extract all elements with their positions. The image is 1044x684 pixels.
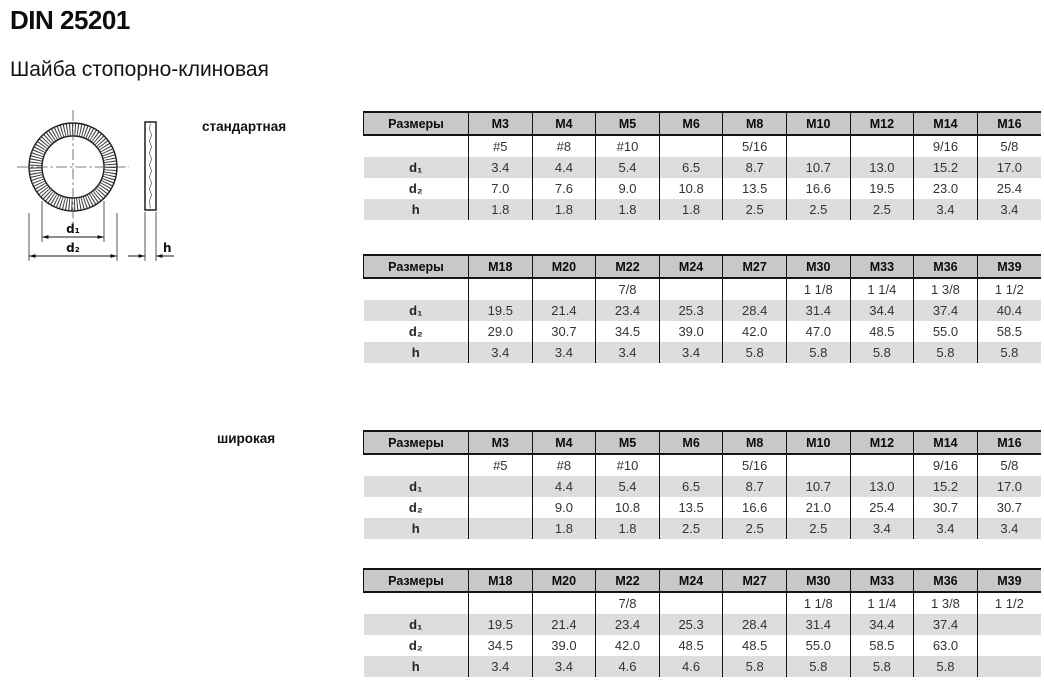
dimension-value-cell — [850, 454, 914, 476]
dimension-value-cell — [723, 592, 787, 614]
sizes-corner-header: Размеры — [364, 112, 469, 135]
size-column-header: M24 — [659, 255, 723, 278]
size-column-header: M20 — [532, 255, 596, 278]
dimension-value-cell: 21.4 — [532, 300, 596, 321]
dimension-row — [364, 278, 1042, 300]
d2-dimension-label: d₂ — [66, 241, 80, 255]
table-header-row — [364, 112, 1042, 135]
dimension-row — [364, 157, 1042, 178]
size-column-header: M14 — [914, 431, 978, 454]
dimension-value-cell: #8 — [532, 135, 596, 157]
dimension-row — [364, 300, 1042, 321]
arrowhead-icon — [29, 254, 36, 258]
size-column-header: M27 — [723, 569, 787, 592]
dimension-value-cell: 3.4 — [532, 656, 596, 677]
dimension-value-cell: 39.0 — [659, 321, 723, 342]
dimension-value-cell: 7.6 — [532, 178, 596, 199]
dimension-row-label: d₂ — [364, 321, 469, 342]
dimension-value-cell: 10.8 — [659, 178, 723, 199]
size-column-header: M14 — [914, 112, 978, 135]
size-column-header: M24 — [659, 569, 723, 592]
dimension-value-cell: 1 3/8 — [914, 278, 978, 300]
dimension-value-cell: 37.4 — [914, 300, 978, 321]
dimension-value-cell — [786, 454, 850, 476]
dimension-value-cell: 17.0 — [977, 476, 1041, 497]
dimension-value-cell: 13.0 — [850, 476, 914, 497]
dimension-value-cell: 7/8 — [596, 278, 660, 300]
dimension-value-cell: 42.0 — [596, 635, 660, 656]
dimension-value-cell: 40.4 — [977, 300, 1041, 321]
dimension-value-cell: 30.7 — [532, 321, 596, 342]
dimension-d1 — [42, 201, 104, 242]
dimension-value-cell: 5.8 — [914, 656, 978, 677]
dimension-value-cell: 4.6 — [659, 656, 723, 677]
size-column-header: M33 — [850, 569, 914, 592]
size-column-header: M4 — [532, 431, 596, 454]
dimension-value-cell: 48.5 — [723, 635, 787, 656]
arrowhead-icon — [156, 254, 163, 258]
dimension-value-cell: 1.8 — [596, 199, 660, 220]
dimension-value-cell: 3.4 — [596, 342, 660, 363]
dimension-value-cell: 28.4 — [723, 300, 787, 321]
dimension-value-cell — [977, 656, 1041, 677]
dimension-value-cell: 16.6 — [786, 178, 850, 199]
dimension-value-cell: 25.4 — [977, 178, 1041, 199]
d1-dimension-label: d₁ — [66, 222, 80, 236]
arrowhead-icon — [98, 235, 105, 239]
dimension-value-cell: #10 — [596, 454, 660, 476]
dimension-row-label: d₁ — [364, 476, 469, 497]
dimension-value-cell: 1 1/4 — [850, 278, 914, 300]
dimension-value-cell: 58.5 — [850, 635, 914, 656]
dimension-value-cell: 5.4 — [596, 157, 660, 178]
dimension-value-cell — [469, 278, 533, 300]
dimension-value-cell: 9/16 — [914, 135, 978, 157]
dimension-value-cell: 5.8 — [723, 656, 787, 677]
size-column-header: M39 — [977, 255, 1041, 278]
size-column-header: M22 — [596, 255, 660, 278]
size-column-header: M5 — [596, 431, 660, 454]
dimension-value-cell: 1 1/8 — [786, 592, 850, 614]
dimension-value-cell: 2.5 — [659, 518, 723, 539]
dimension-value-cell: 30.7 — [977, 497, 1041, 518]
dimension-row-label — [364, 454, 469, 476]
dimension-value-cell: 58.5 — [977, 321, 1041, 342]
dimension-value-cell: 4.6 — [596, 656, 660, 677]
dimension-value-cell: 7/8 — [596, 592, 660, 614]
dimension-value-cell — [659, 454, 723, 476]
dimension-row — [364, 178, 1042, 199]
dimension-value-cell: 30.7 — [914, 497, 978, 518]
dimension-row — [364, 635, 1042, 656]
dimension-value-cell: #8 — [532, 454, 596, 476]
arrowhead-icon — [139, 254, 146, 258]
dimension-value-cell: 10.8 — [596, 497, 660, 518]
dimension-value-cell: 25.3 — [659, 614, 723, 635]
dimension-value-cell: 4.4 — [532, 157, 596, 178]
size-column-header: M20 — [532, 569, 596, 592]
sizes-corner-header: Размеры — [364, 569, 469, 592]
dimension-value-cell: 23.4 — [596, 614, 660, 635]
dimension-value-cell: 4.4 — [532, 476, 596, 497]
dimension-value-cell: 5.8 — [850, 342, 914, 363]
dimension-row-label: d₂ — [364, 178, 469, 199]
table-header-row — [364, 569, 1042, 592]
dimension-value-cell: 6.5 — [659, 476, 723, 497]
dimension-value-cell: 5.8 — [723, 342, 787, 363]
dimension-value-cell — [659, 278, 723, 300]
dimension-value-cell: 1.8 — [469, 199, 533, 220]
dimension-value-cell: 55.0 — [914, 321, 978, 342]
dimension-value-cell: 34.5 — [469, 635, 533, 656]
dimension-value-cell: 13.0 — [850, 157, 914, 178]
page-title: DIN 25201 — [10, 5, 130, 35]
dimension-value-cell: 9/16 — [914, 454, 978, 476]
dimension-value-cell: 8.7 — [723, 157, 787, 178]
dimension-value-cell: 3.4 — [469, 656, 533, 677]
dimension-value-cell: 48.5 — [850, 321, 914, 342]
dimension-h — [128, 212, 174, 261]
size-column-header: M12 — [850, 431, 914, 454]
dimension-value-cell: 10.7 — [786, 157, 850, 178]
dimension-row — [364, 454, 1042, 476]
dimension-value-cell — [723, 278, 787, 300]
dimension-row — [364, 656, 1042, 677]
size-column-header: M6 — [659, 112, 723, 135]
size-column-header: M16 — [977, 112, 1041, 135]
dimension-value-cell: 2.5 — [723, 518, 787, 539]
dimension-value-cell: 3.4 — [659, 342, 723, 363]
dimension-value-cell: 1.8 — [659, 199, 723, 220]
dimension-row — [364, 135, 1042, 157]
dimension-value-cell: 6.5 — [659, 157, 723, 178]
dimension-value-cell: 1.8 — [596, 518, 660, 539]
dimension-row — [364, 342, 1042, 363]
size-column-header: M10 — [786, 112, 850, 135]
page-subtitle: Шайба стопорно-клиновая — [10, 58, 269, 81]
dimension-value-cell: 5.4 — [596, 476, 660, 497]
dimension-value-cell: 5.8 — [786, 342, 850, 363]
dimension-value-cell: 31.4 — [786, 300, 850, 321]
dimension-value-cell: 29.0 — [469, 321, 533, 342]
table-header-row — [364, 431, 1042, 454]
dimension-row-label: h — [364, 199, 469, 220]
dimension-value-cell: 1 1/2 — [977, 278, 1041, 300]
dimension-value-cell: 42.0 — [723, 321, 787, 342]
dimension-value-cell — [469, 518, 533, 539]
dimension-value-cell — [532, 278, 596, 300]
dimension-value-cell: 28.4 — [723, 614, 787, 635]
dimension-value-cell: 25.4 — [850, 497, 914, 518]
table-standard-m3-m16 — [363, 111, 1041, 220]
arrowhead-icon — [111, 254, 118, 258]
dimension-row-label: d₂ — [364, 497, 469, 518]
size-column-header: M6 — [659, 431, 723, 454]
size-column-header: M18 — [469, 569, 533, 592]
dimension-value-cell: 10.7 — [786, 476, 850, 497]
size-column-header: M18 — [469, 255, 533, 278]
dimension-value-cell: 1 1/8 — [786, 278, 850, 300]
table-wide-m18-m39 — [363, 568, 1041, 677]
side-view-outline — [145, 122, 156, 210]
dimension-value-cell: #10 — [596, 135, 660, 157]
dimension-value-cell: 3.4 — [977, 199, 1041, 220]
dimension-value-cell: 34.5 — [596, 321, 660, 342]
size-column-header: M3 — [469, 112, 533, 135]
size-column-header: M16 — [977, 431, 1041, 454]
dimension-value-cell — [469, 476, 533, 497]
table-standard-m18-m39 — [363, 254, 1041, 363]
dimension-value-cell: 48.5 — [659, 635, 723, 656]
washer-front-view — [17, 110, 129, 226]
dimension-row-label: h — [364, 342, 469, 363]
dimension-value-cell: 17.0 — [977, 157, 1041, 178]
washer-technical-drawing — [8, 105, 203, 267]
dimension-row — [364, 199, 1042, 220]
dimension-value-cell — [977, 614, 1041, 635]
dimension-value-cell: 1.8 — [532, 199, 596, 220]
size-column-header: M12 — [850, 112, 914, 135]
dimension-row-label — [364, 278, 469, 300]
dimension-row — [364, 592, 1042, 614]
dimension-value-cell: 37.4 — [914, 614, 978, 635]
dimension-value-cell: 5/16 — [723, 135, 787, 157]
dimension-value-cell: 7.0 — [469, 178, 533, 199]
dimension-value-cell: 9.0 — [532, 497, 596, 518]
size-column-header: M30 — [786, 255, 850, 278]
dimension-row-label — [364, 592, 469, 614]
dimension-row-label: d₂ — [364, 635, 469, 656]
dimension-value-cell: 3.4 — [532, 342, 596, 363]
dimension-value-cell: 55.0 — [786, 635, 850, 656]
dimension-value-cell — [659, 592, 723, 614]
section-label-standard: стандартная — [202, 119, 287, 134]
size-column-header: M36 — [914, 569, 978, 592]
dimension-row — [364, 518, 1042, 539]
washer-side-view — [145, 122, 156, 210]
dimension-value-cell: 3.4 — [469, 342, 533, 363]
dimension-value-cell: 5/8 — [977, 135, 1041, 157]
dimension-value-cell: 34.4 — [850, 300, 914, 321]
dimension-value-cell: 1 1/2 — [977, 592, 1041, 614]
dimension-row — [364, 476, 1042, 497]
dimension-value-cell: 5.8 — [850, 656, 914, 677]
dimension-value-cell: 13.5 — [723, 178, 787, 199]
dimension-value-cell: 1.8 — [532, 518, 596, 539]
dimension-value-cell: 5/8 — [977, 454, 1041, 476]
sizes-corner-header: Размеры — [364, 431, 469, 454]
dimension-value-cell: 23.0 — [914, 178, 978, 199]
dimension-value-cell — [469, 497, 533, 518]
dimension-value-cell — [850, 135, 914, 157]
dimension-row — [364, 614, 1042, 635]
size-column-header: M36 — [914, 255, 978, 278]
size-column-header: M4 — [532, 112, 596, 135]
dimension-row-label: h — [364, 656, 469, 677]
dimension-value-cell: 2.5 — [850, 199, 914, 220]
dimension-value-cell: 21.4 — [532, 614, 596, 635]
dimension-value-cell: 31.4 — [786, 614, 850, 635]
dimension-row-label: h — [364, 518, 469, 539]
dimension-value-cell: 8.7 — [723, 476, 787, 497]
dimension-value-cell: 2.5 — [786, 199, 850, 220]
dimension-row-label: d₁ — [364, 157, 469, 178]
dimension-value-cell: 3.4 — [850, 518, 914, 539]
size-column-header: M8 — [723, 431, 787, 454]
arrowhead-icon — [42, 235, 49, 239]
size-column-header: M3 — [469, 431, 533, 454]
dimension-value-cell: 3.4 — [469, 157, 533, 178]
dimension-value-cell — [469, 592, 533, 614]
dimension-value-cell: 39.0 — [532, 635, 596, 656]
h-dimension-label: h — [163, 241, 172, 255]
dimension-value-cell: 34.4 — [850, 614, 914, 635]
dimension-value-cell: 5.8 — [786, 656, 850, 677]
dimension-row — [364, 321, 1042, 342]
dimension-value-cell: 15.2 — [914, 157, 978, 178]
size-column-header: M10 — [786, 431, 850, 454]
sizes-corner-header: Размеры — [364, 255, 469, 278]
dimension-value-cell: 1 1/4 — [850, 592, 914, 614]
dimension-value-cell: #5 — [469, 454, 533, 476]
dimension-value-cell: #5 — [469, 135, 533, 157]
dimension-value-cell: 21.0 — [786, 497, 850, 518]
dimension-value-cell: 5.8 — [977, 342, 1041, 363]
dimension-value-cell: 2.5 — [723, 199, 787, 220]
dimension-value-cell — [977, 635, 1041, 656]
dimension-value-cell: 23.4 — [596, 300, 660, 321]
dimension-value-cell: 3.4 — [914, 199, 978, 220]
dimension-value-cell: 16.6 — [723, 497, 787, 518]
dimension-value-cell: 13.5 — [659, 497, 723, 518]
dimension-value-cell: 1 3/8 — [914, 592, 978, 614]
size-column-header: M22 — [596, 569, 660, 592]
dimension-value-cell: 25.3 — [659, 300, 723, 321]
dimension-value-cell — [532, 592, 596, 614]
dimension-row-label: d₁ — [364, 614, 469, 635]
dimension-value-cell: 2.5 — [786, 518, 850, 539]
dimension-value-cell — [786, 135, 850, 157]
dimension-value-cell: 9.0 — [596, 178, 660, 199]
size-column-header: M33 — [850, 255, 914, 278]
dimension-row-label: d₁ — [364, 300, 469, 321]
size-column-header: M39 — [977, 569, 1041, 592]
table-header-row — [364, 255, 1042, 278]
dimension-value-cell: 19.5 — [850, 178, 914, 199]
dimension-value-cell: 5.8 — [914, 342, 978, 363]
dimension-value-cell: 47.0 — [786, 321, 850, 342]
dimension-row-label — [364, 135, 469, 157]
dimension-value-cell: 5/16 — [723, 454, 787, 476]
size-column-header: M5 — [596, 112, 660, 135]
size-column-header: M30 — [786, 569, 850, 592]
section-label-wide: широкая — [217, 431, 276, 446]
dimension-value-cell: 3.4 — [914, 518, 978, 539]
size-column-header: M27 — [723, 255, 787, 278]
size-column-header: M8 — [723, 112, 787, 135]
dimension-value-cell: 19.5 — [469, 300, 533, 321]
dimension-value-cell: 19.5 — [469, 614, 533, 635]
dimension-value-cell — [659, 135, 723, 157]
table-wide-m3-m16 — [363, 430, 1041, 539]
dimension-value-cell: 63.0 — [914, 635, 978, 656]
dimension-row — [364, 497, 1042, 518]
dimension-value-cell: 15.2 — [914, 476, 978, 497]
dimension-value-cell: 3.4 — [977, 518, 1041, 539]
